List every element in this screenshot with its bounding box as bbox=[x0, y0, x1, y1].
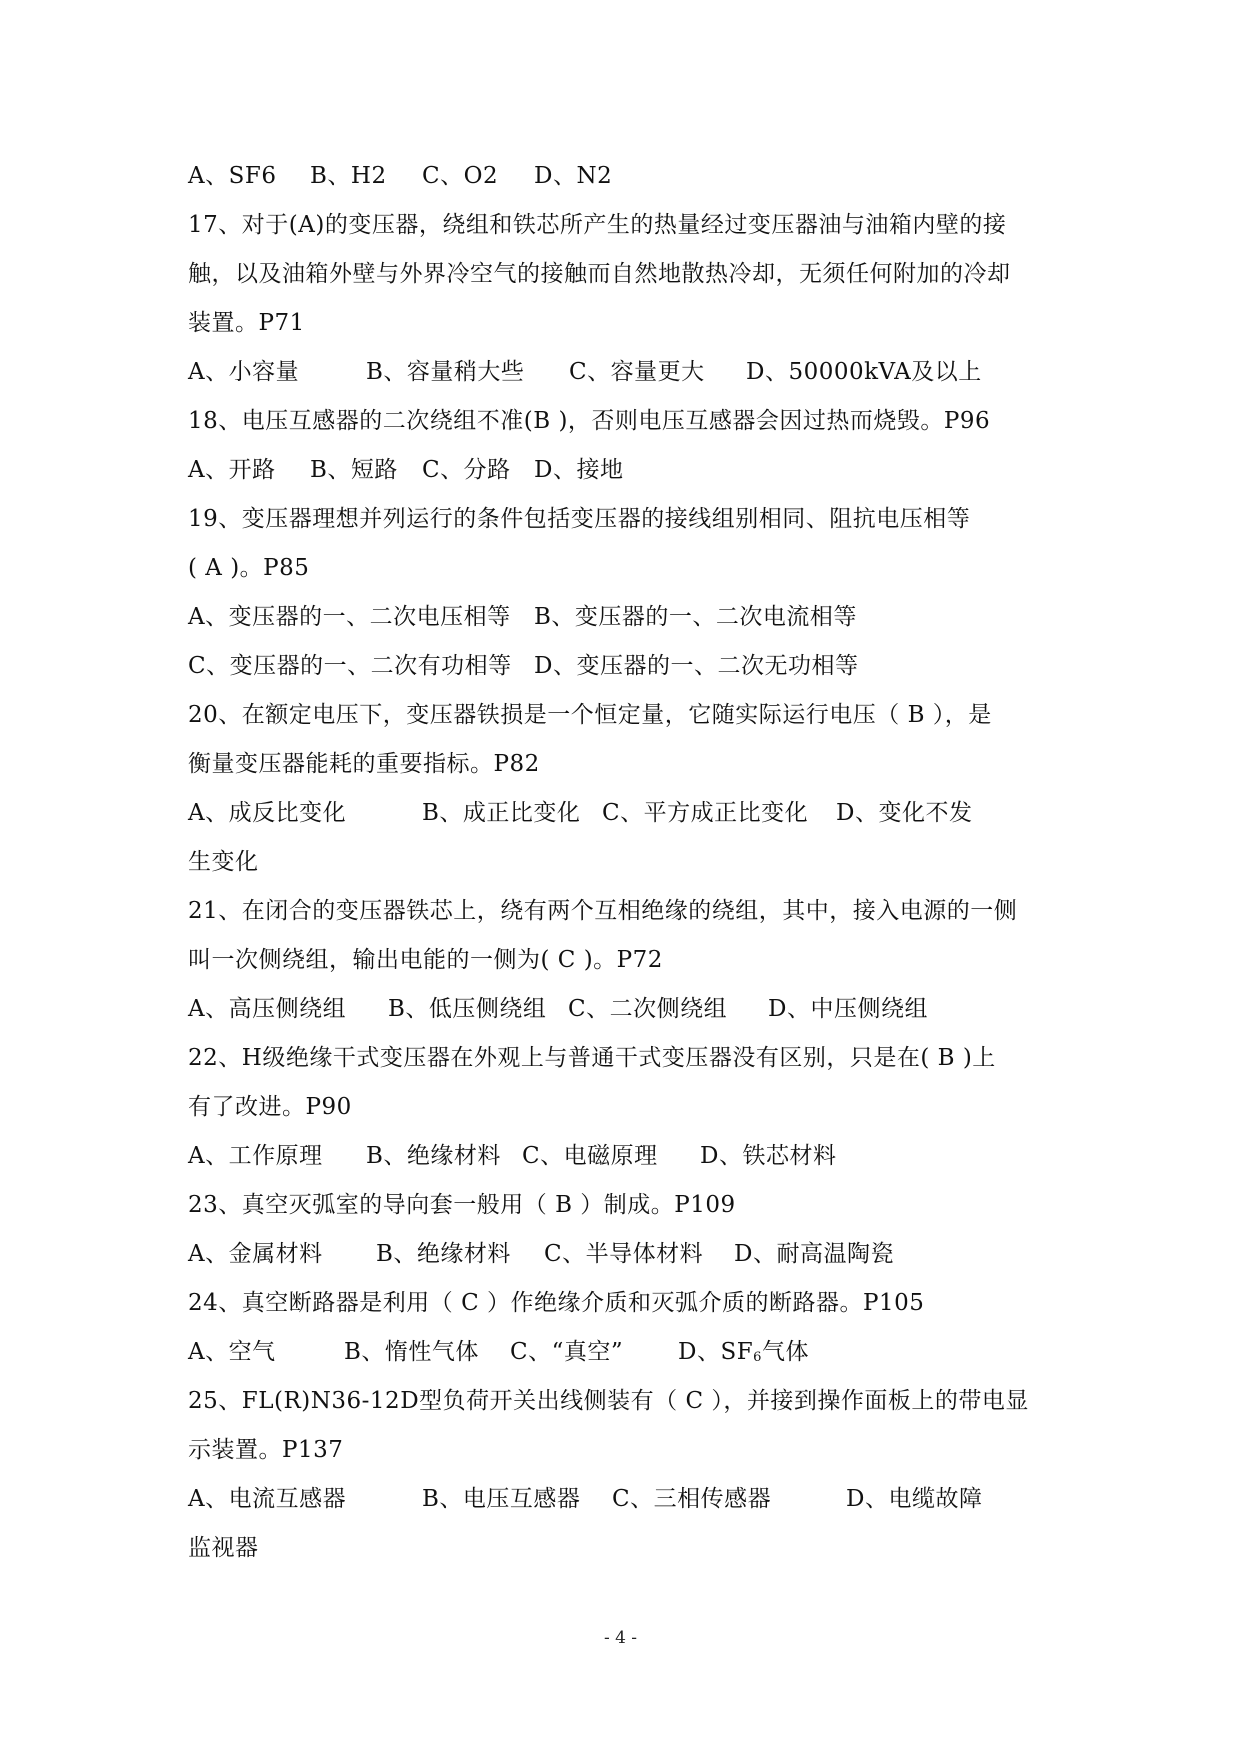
q19-stem-line-2: ( A )。P85 bbox=[188, 555, 310, 581]
q17-stem-line-3: 装置。P71 bbox=[188, 310, 305, 336]
q16-option-d: D、N2 bbox=[534, 163, 613, 189]
q17-option-b: B、容量稍大些 bbox=[366, 359, 525, 385]
q20-stem-line-1: 20、在额定电压下，变压器铁损是一个恒定量，它随实际运行电压（ B ），是 bbox=[188, 702, 992, 728]
q21-options bbox=[188, 985, 1073, 1034]
q24-option-d-prefix: D、SF bbox=[678, 1339, 754, 1365]
q24-option-d bbox=[678, 1328, 809, 1382]
q18-option-c: C、分路 bbox=[422, 457, 511, 483]
q19-option-d: D、变压器的一、二次无功相等 bbox=[534, 653, 859, 679]
q19-option-b: B、变压器的一、二次电流相等 bbox=[534, 604, 857, 630]
q24-option-c: C、“真空” bbox=[510, 1339, 624, 1365]
q18-options bbox=[188, 446, 1073, 495]
q18-option-a: A、开路 bbox=[188, 457, 276, 483]
q17-stem-line-2: 触，以及油箱外壁与外界冷空气的接触而自然地散热冷却，无须任何附加的冷却 bbox=[188, 261, 1011, 287]
q24-option-a: A、空气 bbox=[188, 1339, 276, 1365]
q20-option-d-continued: 生变化 bbox=[188, 849, 259, 875]
q25-option-a: A、电流互感器 bbox=[188, 1486, 347, 1512]
q24-stem-line-1: 24、真空断路器是利用（ C ）作绝缘介质和灭弧介质的断路器。P105 bbox=[188, 1290, 925, 1316]
q19-options-row-1 bbox=[188, 593, 1073, 642]
q23-option-c: C、半导体材料 bbox=[544, 1241, 704, 1267]
q25-option-d: D、电缆故障 bbox=[846, 1486, 983, 1512]
q19-options-row-2 bbox=[188, 642, 1073, 691]
q23-options bbox=[188, 1230, 1073, 1279]
q18-option-b: B、短路 bbox=[310, 457, 398, 483]
q17-option-c: C、容量更大 bbox=[569, 359, 705, 385]
q25-stem-line-1: 25、FL(R)N36-12D型负荷开关出线侧装有（ C ），并接到操作面板上的带电显 bbox=[188, 1388, 1029, 1414]
q20-option-c: C、平方成正比变化 bbox=[602, 800, 809, 826]
q23-option-a: A、金属材料 bbox=[188, 1241, 323, 1267]
q23-option-d: D、耐高温陶瓷 bbox=[734, 1241, 894, 1267]
q21-stem-line-2: 叫一次侧绕组，输出电能的一侧为( C )。P72 bbox=[188, 947, 663, 973]
q19-option-c: C、变压器的一、二次有功相等 bbox=[188, 653, 512, 679]
q22-option-c: C、电磁原理 bbox=[522, 1143, 658, 1169]
q23-option-b: B、绝缘材料 bbox=[376, 1241, 511, 1267]
q18-stem-line-1: 18、电压互感器的二次绕组不准(B )，否则电压互感器会因过热而烧毁。P96 bbox=[188, 408, 991, 434]
q17-option-d: D、50000kVA及以上 bbox=[746, 359, 982, 385]
q17-stem-line-1: 17、对于(A)的变压器，绕组和铁芯所产生的热量经过变压器油与油箱内壁的接 bbox=[188, 212, 1007, 238]
q16-option-c: C、O2 bbox=[422, 163, 499, 189]
q19-stem-line-1: 19、变压器理想并列运行的条件包括变压器的接线组别相同、阻抗电压相等 bbox=[188, 506, 971, 532]
q20-stem-line-2: 衡量变压器能耗的重要指标。P82 bbox=[188, 751, 540, 777]
q22-option-a: A、工作原理 bbox=[188, 1143, 323, 1169]
q21-option-c: C、二次侧绕组 bbox=[568, 996, 728, 1022]
q17-options bbox=[188, 348, 1073, 397]
q25-options bbox=[188, 1475, 1073, 1524]
q25-option-d-continued: 监视器 bbox=[188, 1535, 259, 1561]
q22-options bbox=[188, 1132, 1073, 1181]
q21-option-a: A、高压侧绕组 bbox=[188, 996, 347, 1022]
q18-option-d: D、接地 bbox=[534, 457, 624, 483]
q22-option-b: B、绝缘材料 bbox=[366, 1143, 501, 1169]
q25-option-c: C、三相传感器 bbox=[612, 1486, 772, 1512]
q20-options bbox=[188, 789, 1073, 838]
q21-option-b: B、低压侧绕组 bbox=[388, 996, 547, 1022]
q25-option-b: B、电压互感器 bbox=[422, 1486, 581, 1512]
q21-stem-line-1: 21、在闭合的变压器铁芯上，绕有两个互相绝缘的绕组，其中，接入电源的一侧 bbox=[188, 898, 1018, 924]
q25-stem-line-2: 示装置。P137 bbox=[188, 1437, 344, 1463]
q20-option-d: D、变化不发 bbox=[836, 800, 973, 826]
q22-stem-line-2: 有了改进。P90 bbox=[188, 1094, 352, 1120]
q24-option-b: B、惰性气体 bbox=[344, 1339, 479, 1365]
q24-option-d-subscript: 6 bbox=[753, 1350, 762, 1365]
q19-option-a: A、变压器的一、二次电压相等 bbox=[188, 604, 511, 630]
q23-stem-line-1: 23、真空灭弧室的导向套一般用（ B ）制成。P109 bbox=[188, 1192, 736, 1218]
question-list bbox=[188, 152, 1073, 1573]
page-number: - 4 - bbox=[603, 1628, 638, 1648]
q16-option-a: A、SF6 bbox=[188, 163, 277, 189]
q16-option-b: B、H2 bbox=[310, 163, 387, 189]
q21-option-d: D、中压侧绕组 bbox=[768, 996, 928, 1022]
q22-option-d: D、铁芯材料 bbox=[700, 1143, 837, 1169]
q20-option-b: B、成正比变化 bbox=[422, 800, 581, 826]
q22-stem-line-1: 22、H级绝缘干式变压器在外观上与普通干式变压器没有区别，只是在( B )上 bbox=[188, 1045, 996, 1071]
q17-option-a: A、小容量 bbox=[188, 359, 300, 385]
q24-options bbox=[188, 1328, 1073, 1377]
q24-option-d-suffix: 气体 bbox=[761, 1339, 809, 1365]
q16-options bbox=[188, 152, 1073, 201]
q20-option-a: A、成反比变化 bbox=[188, 800, 347, 826]
